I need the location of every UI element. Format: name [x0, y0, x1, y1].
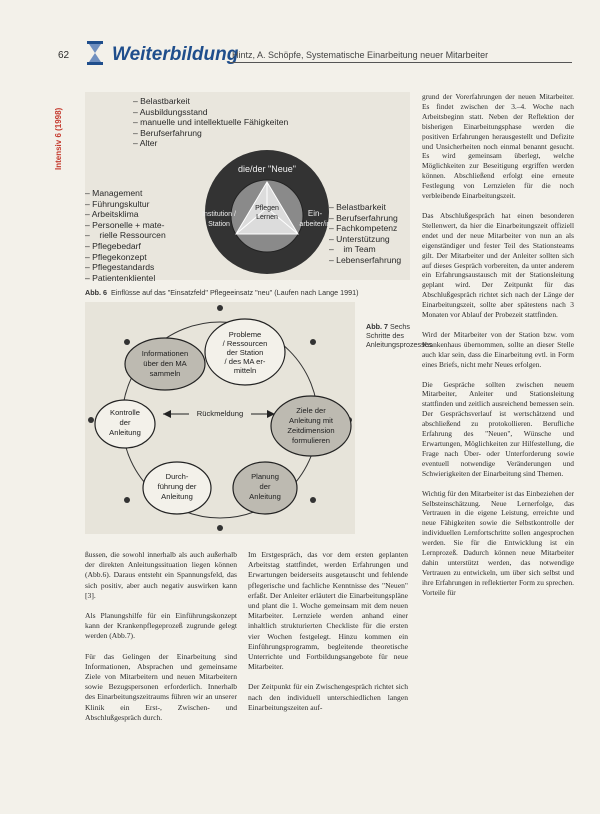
figure-6	[85, 92, 410, 283]
figure-6-caption: Abb. 6 Einflüsse auf das "Einsatzfeld" Pflegeeinsatz "neu" (Laufen nach Lange 1991)	[85, 288, 359, 297]
vertical-issue-label: Intensiv 6 (1998)	[54, 107, 63, 170]
paragraph: Im Erstgespräch, das vor dem ersten geplanten Arbeitstag stattfindet, werden Erfahrungen und Erwartungen beiderseits ausgetauscht und fehlende pflegerische und fachliche Kenntnisse des "Neuen" erfaßt. Der Anleiter erläutert die Einarbeitungspläne und plant die 1. Woche gemeinsam mit dem neuen Mitarbeiter. Lernziele werden anhand einer inhaltlich strukturierten Checkliste für die ersten vier Wochen festgelegt. Hinzu kommen ein Einführungsprogramm, begleitende theoretische Unterrichte und Fortbildungsangebote für neue Mitarbeiter.	[248, 550, 408, 672]
node-kontrolle	[95, 400, 155, 448]
list-item: – Pflegekonzept	[85, 252, 166, 263]
list-item: – rielle Ressourcen	[85, 230, 166, 241]
left-label-2: Station	[208, 221, 230, 228]
svg-text:Zeitdimension: Zeitdimension	[287, 426, 335, 435]
paragraph: Die Gespräche sollten zwischen neuem Mitarbeiter, Anleiter und Stationsleitung stattfinden und zeitlich ausreichend bemessen sein. Der Gesprächsverlauf ist wertschätzend und abschließend zu protokollieren. Berufliche Erfahrung des "Neuen", Wünsche und Erwartungen, Möglichkeiten zur Hilfestellung, die Frage nach Über- oder Unterforderung sowie eventuell notwendige Veränderungen und Schwierigkeiten der Einarbeitung sind Themen.	[422, 379, 574, 478]
figure-6-right-list	[329, 202, 401, 266]
brand-title: Weiterbildung	[112, 44, 239, 65]
list-item: – Alter	[133, 138, 288, 149]
list-item: – Fachkompetenz	[329, 223, 401, 234]
paragraph: Für das Gelingen der Einarbeitung sind Informationen, Absprachen und gemeinsame Ziele von Mitarbeitern und neuen Mitarbeitern sowie Bezugspersonen erforderlich. Innerhalb des Einarbeitungszeitraums führen wir an unserer Klinik ein Erst-, Zwischen- und Abschlußgespräch durch.	[85, 651, 237, 722]
svg-text:Probleme: Probleme	[228, 330, 262, 339]
list-item: – Patientenklientel	[85, 273, 166, 284]
svg-text:Informationen: Informationen	[141, 349, 189, 358]
node-probleme	[205, 319, 285, 385]
node-planung	[233, 462, 297, 514]
paragraph: grund der Vorerfahrungen der neuen Mitarbeiter. Es findet zwischen der 3.–4. Woche nach Arbeitsbeginn statt. Neben der Reflektion der bisherigen Einarbeitungsphase werden die positiven Erfahrungen herausgestellt und Defizite und Unsicherheiten noch einmal benannt gesucht. Es wird gemeinsam überlegt, welche Möglichkeiten zur Beseitigung ergriffen werden können. Abschließend erfolgt eine erneute Festlegung von Lernzielen für die noch verbleibende Einarbeitungszeit.	[422, 92, 574, 201]
svg-text:sammeln: sammeln	[149, 369, 181, 378]
paragraph: Der Zeitpunkt für ein Zwischengespräch richtet sich nach den individuell unterschiedlichen langen Einarbeitungszeiten auf-	[248, 682, 408, 712]
svg-text:formulieren: formulieren	[292, 436, 330, 445]
svg-text:Kontrolle: Kontrolle	[110, 408, 140, 417]
svg-text:/ des MA er-: / des MA er-	[224, 357, 266, 366]
svg-text:der: der	[259, 482, 271, 491]
list-item: – Personelle + mate-	[85, 220, 166, 231]
figure-6-top-list	[133, 96, 288, 149]
list-item: – manuelle und intellektuelle Fähigkeiten	[133, 117, 288, 128]
figure-6-left-list	[85, 188, 166, 283]
center-label-2: Lernen	[256, 214, 278, 221]
list-item: – Management	[85, 188, 166, 199]
header-rule	[230, 62, 572, 63]
page-number: 62	[58, 50, 70, 61]
list-item: – Lebenserfahrung	[329, 255, 401, 266]
hourglass-logo-icon	[85, 40, 105, 66]
list-item: – Berufserfahrung	[133, 128, 288, 139]
paragraph: Als Planungshilfe für ein Einführungskonzept kann der Krankenpflegeprozeß zugrunde gelegt werden (Abb.7).	[85, 611, 237, 641]
text-column-right	[422, 92, 574, 608]
svg-text:der Station: der Station	[226, 348, 264, 357]
svg-text:Durch-: Durch-	[165, 472, 189, 481]
list-item: – Pflegestandards	[85, 262, 166, 273]
paragraph: Wird der Mitarbeiter von der Station bzw. vom Krankenhaus übernommen, sollte an dieser Stelle auch klar sein, dass die Einarbeitung evtl. in Form eines Briefs, nicht mehr Neues erfolgen.	[422, 329, 574, 369]
svg-text:Planung: Planung	[251, 472, 279, 481]
svg-text:Ziele der: Ziele der	[296, 406, 326, 415]
list-item: – im Team	[329, 244, 401, 255]
text-column-middle	[248, 550, 408, 723]
svg-text:Anleitung mit: Anleitung mit	[289, 416, 333, 425]
paragraph: ßussen, die sowohl innerhalb als auch außerhalb der direkten Anleitungssituation liegen können (Abb.6). Daraus entsteht ein Spannungsfeld, das sich positiv, aber auch negativ auswirken kann [3].	[85, 550, 237, 600]
svg-text:führung der: führung der	[157, 482, 197, 491]
svg-text:Anleitung: Anleitung	[161, 492, 193, 501]
figure-7-caption: Abb. 7 Sechs Schritte des Anleitungsprozesses	[366, 322, 433, 349]
list-item: – Ausbildungsstand	[133, 107, 288, 118]
node-informationen	[125, 338, 205, 390]
svg-text:mitteln: mitteln	[233, 366, 257, 375]
svg-text:über den MA: über den MA	[143, 359, 187, 368]
svg-text:/ Ressourcen: / Ressourcen	[222, 339, 268, 348]
paragraph: Das Abschlußgespräch hat einen besonderen Stellenwert, da hier die Einarbeitungszeit offiziell endet und der neue Mitarbeiter von nun an als eigenständiger und fester Teil des Stationsteams gilt. Der Mitarbeiter und der Anleiter sollten sich auf dieses Gespräch vorbereiten, da unter anderem ein Erfahrungsaustausch mit der Stationsleitung geplant wird. Der Zeitpunkt für das Abschlußgespräch richtet sich nach der Länge der Einarbeitungszeit, sollte aber spätestens nach 3 Monaten vor Ablauf der Probezeit stattfinden.	[422, 210, 574, 320]
running-title: Hintz, A. Schöpfe, Systematische Einarbeitung neuer Mitarbeiter	[232, 50, 489, 60]
svg-text:Rückmeldung: Rückmeldung	[196, 409, 244, 418]
right-label-2: arbeiter/in	[299, 221, 331, 228]
list-item: – Arbeitsklima	[85, 209, 166, 220]
node-durchfuehrung	[143, 462, 211, 514]
center-label-1: Pflegen	[255, 205, 279, 212]
svg-text:Anleitung: Anleitung	[249, 492, 281, 501]
svg-text:Anleitung: Anleitung	[109, 428, 141, 437]
figure-7	[85, 302, 355, 534]
list-item: – Führungskultur	[85, 199, 166, 210]
right-label-1: Ein-	[307, 209, 323, 218]
circle-title: die/der "Neue"	[238, 164, 296, 174]
figure-7-process-diagram	[85, 302, 355, 534]
text-column-left	[85, 550, 237, 733]
paragraph: Wichtig für den Mitarbeiter ist das Einbeziehen der Selbsteinschätzung. Neue Lernerfolge, das Vertrauen in die eigene Leistung, erreichte und neue Fähigkeiten sowie die Selbstkontrolle der individuellen Lernfortschritte sollen angesprochen werden. Sie für die Entwicklung ist ein Lernprozeß. Dadurch können neue Mitarbeiter dahin unterstützt werden, das notwendige Vertrauen zu entwickeln, um über sich selbst und ihre Erfahrungen in reflektierter Form zu sprechen. Vorteile für	[422, 488, 574, 597]
svg-text:der: der	[119, 418, 131, 427]
left-label-1: Institution /	[202, 211, 236, 218]
list-item: – Berufserfahrung	[329, 213, 401, 224]
node-ziele	[271, 396, 351, 456]
list-item: – Belastbarkeit	[329, 202, 401, 213]
figure-6-circle-diagram	[197, 146, 337, 276]
list-item: – Belastbarkeit	[133, 96, 288, 107]
list-item: – Unterstützung	[329, 234, 401, 245]
list-item: – Pflegebedarf	[85, 241, 166, 252]
